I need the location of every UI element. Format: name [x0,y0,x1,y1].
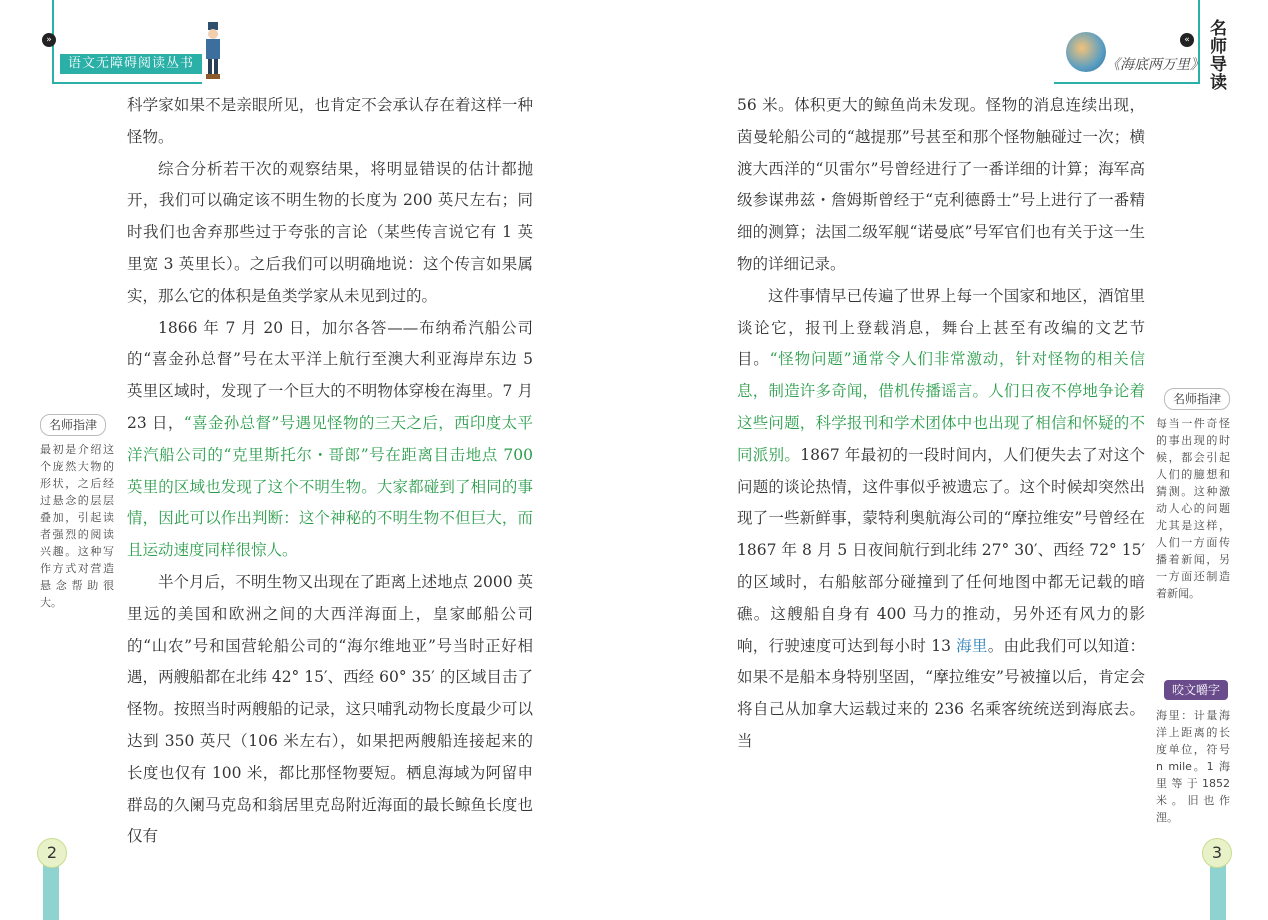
paragraph [737,90,1145,281]
double-chevron-right-icon: » [42,33,56,47]
paragraph-text: 半个月后，不明生物又出现在了距离上述地点 2000 英里远的美国和欧洲之间的大西洋海面上，皇家邮船公司的“山农”号和国营轮船公司的“海尔维地亚”号当时正好相遇，两艘船都在北纬 42° 15′、西经 60° 35′ 的区域目击了怪物。按照当时两艘船的记录，这只哺乳动物长度最少可以达到 350 英尺（106 米左右），如果把两艘船连接起来的长度也仅有 100 米，都比那怪物要短。栖息海域为阿留申群岛的久阑马克岛和翁居里克岛附近海面的最长鲸鱼长度也仅有 [127,572,533,846]
paragraph-text: 科学家如果不是亲眼所见，也肯定不会承认存在着这样一种怪物。 [127,96,533,146]
page-number-bar [43,860,59,920]
left-page [0,0,634,900]
header-rule-horizontal [52,82,202,84]
highlighted-text: 海里 [956,636,988,655]
right-page [634,0,1268,900]
highlighted-text: “怪物问题”通常令人们非常激动，针对怪物的相关信息，制造许多奇闻，借机传播谣言。人们日夜不停地争论着这些问题，科学报刊和学术团体中也出现了相信和怀疑的不同派别。 [737,350,1145,464]
paragraph-text: 1867 年最初的一段时间内，人们便失去了对这个问题的谈论热情，这件事似乎被遗忘了。这个时候却突然出现了一些新鲜事，蒙特利奥航海公司的“摩拉维安”号曾经在 1867 年 8 月 5 日夜间航行到北纬 27° 30′、西经 72° 15′ 的区域时，右船舷部分碰撞到了任何地图中都无记载的暗礁。这艘船自身有 400 马力的推动，另外还有风力的影响，行驶速度可达到每小时 13 [737,445,1145,655]
page-number-bar [1210,860,1226,920]
sailor-figure-illustration [202,22,224,80]
paragraph [127,313,533,567]
double-chevron-left-icon: « [1180,33,1194,47]
paragraph [127,567,533,853]
word-study-note: 海里：计量海洋上距离的长度单位，符号 n mile。1 海里等于1852 米。旧也作浬。 [1156,709,1230,824]
teacher-guide-note: 最初是介绍这个庞然大物的形状，之后经过悬念的层层叠加，引起读者强烈的阅读兴趣。这种写作方式对营造悬念帮助很大。 [40,443,114,609]
paragraph [127,90,533,154]
teacher-guide-note: 每当一件奇怪的事出现的时候，都会引起人们的臆想和猜测。这种激动人心的问题尤其是这样，人们一方面传播着新闻，另一方面还制造着新闻。 [1156,417,1230,600]
paragraph-text: 这件事情早已传遍了世界上每一个国家和地区，酒馆里谈论它，报刊上登载消息，舞台上甚至有改编的文艺节目。 [737,286,1145,369]
paragraph-text: 1866 年 7 月 20 日，加尔各答——布纳希汽船公司的“喜金孙总督”号在太平洋上航行至澳大利亚海岸东边 5 英里区域时，发现了一个巨大的不明物体穿梭在海里。7 月 23 日， [127,318,533,432]
word-study-tag: 咬文嚼字 [1164,680,1228,700]
paragraph-text: 。由此我们可以知道：如果不是船本身特别坚固，“摩拉维安”号被撞以后，肯定会将自己从加拿大运载过来的 236 名乘客统统送到海底去。当 [737,636,1145,750]
right-body-text [737,90,1145,758]
book-cover-icon [1066,32,1106,72]
book-title: 《海底两万里》 [1106,57,1204,73]
teacher-guide-tag: 名师指津 [40,414,106,436]
paragraph-text: 综合分析若干次的观察结果，将明显错误的估计都抛开，我们可以确定该不明生物的长度为 200 英尺左右；同时我们也舍弃那些过于夸张的言论（某些传言说它有 1 英里宽 3 英里长）。之后我们可以明确地说：这个传言如果属实，那么它的体积是鱼类学家从未见到过的。 [127,159,533,305]
header-rule-horizontal [1054,82,1200,84]
page-number: 3 [1202,838,1232,868]
paragraph [737,281,1145,758]
highlighted-text: “喜金孙总督”号遇见怪物的三天之后，西印度太平洋汽船公司的“克里斯托尔・哥郎”号在距离目击地点 700 英里的区域也发现了这个不明生物。大家都碰到了相同的事情，因此可以作出判断：这个神秘的不明生物不但巨大，而且运动速度同样很惊人。 [127,413,533,560]
left-body-text [127,90,533,853]
paragraph [127,154,533,313]
paragraph-text: 56 米。体积更大的鲸鱼尚未发现。怪物的消息连续出现，茵曼轮船公司的“越提那”号甚至和那个怪物触碰过一次；横渡大西洋的“贝雷尔”号曾经进行了一番详细的计算；海军高级参谋弗兹・詹姆斯曾经于“克利德爵士”号上进行了一番精细的测算；法国二级军舰“诺曼底”号军官们也有关于这一生物的详细记录。 [737,96,1145,273]
series-title: 语文无障碍阅读丛书 [60,54,202,74]
teacher-guide-tag: 名师指津 [1164,388,1230,410]
page-number: 2 [37,838,67,868]
vertical-section-title: 名师导读 [1210,19,1227,93]
